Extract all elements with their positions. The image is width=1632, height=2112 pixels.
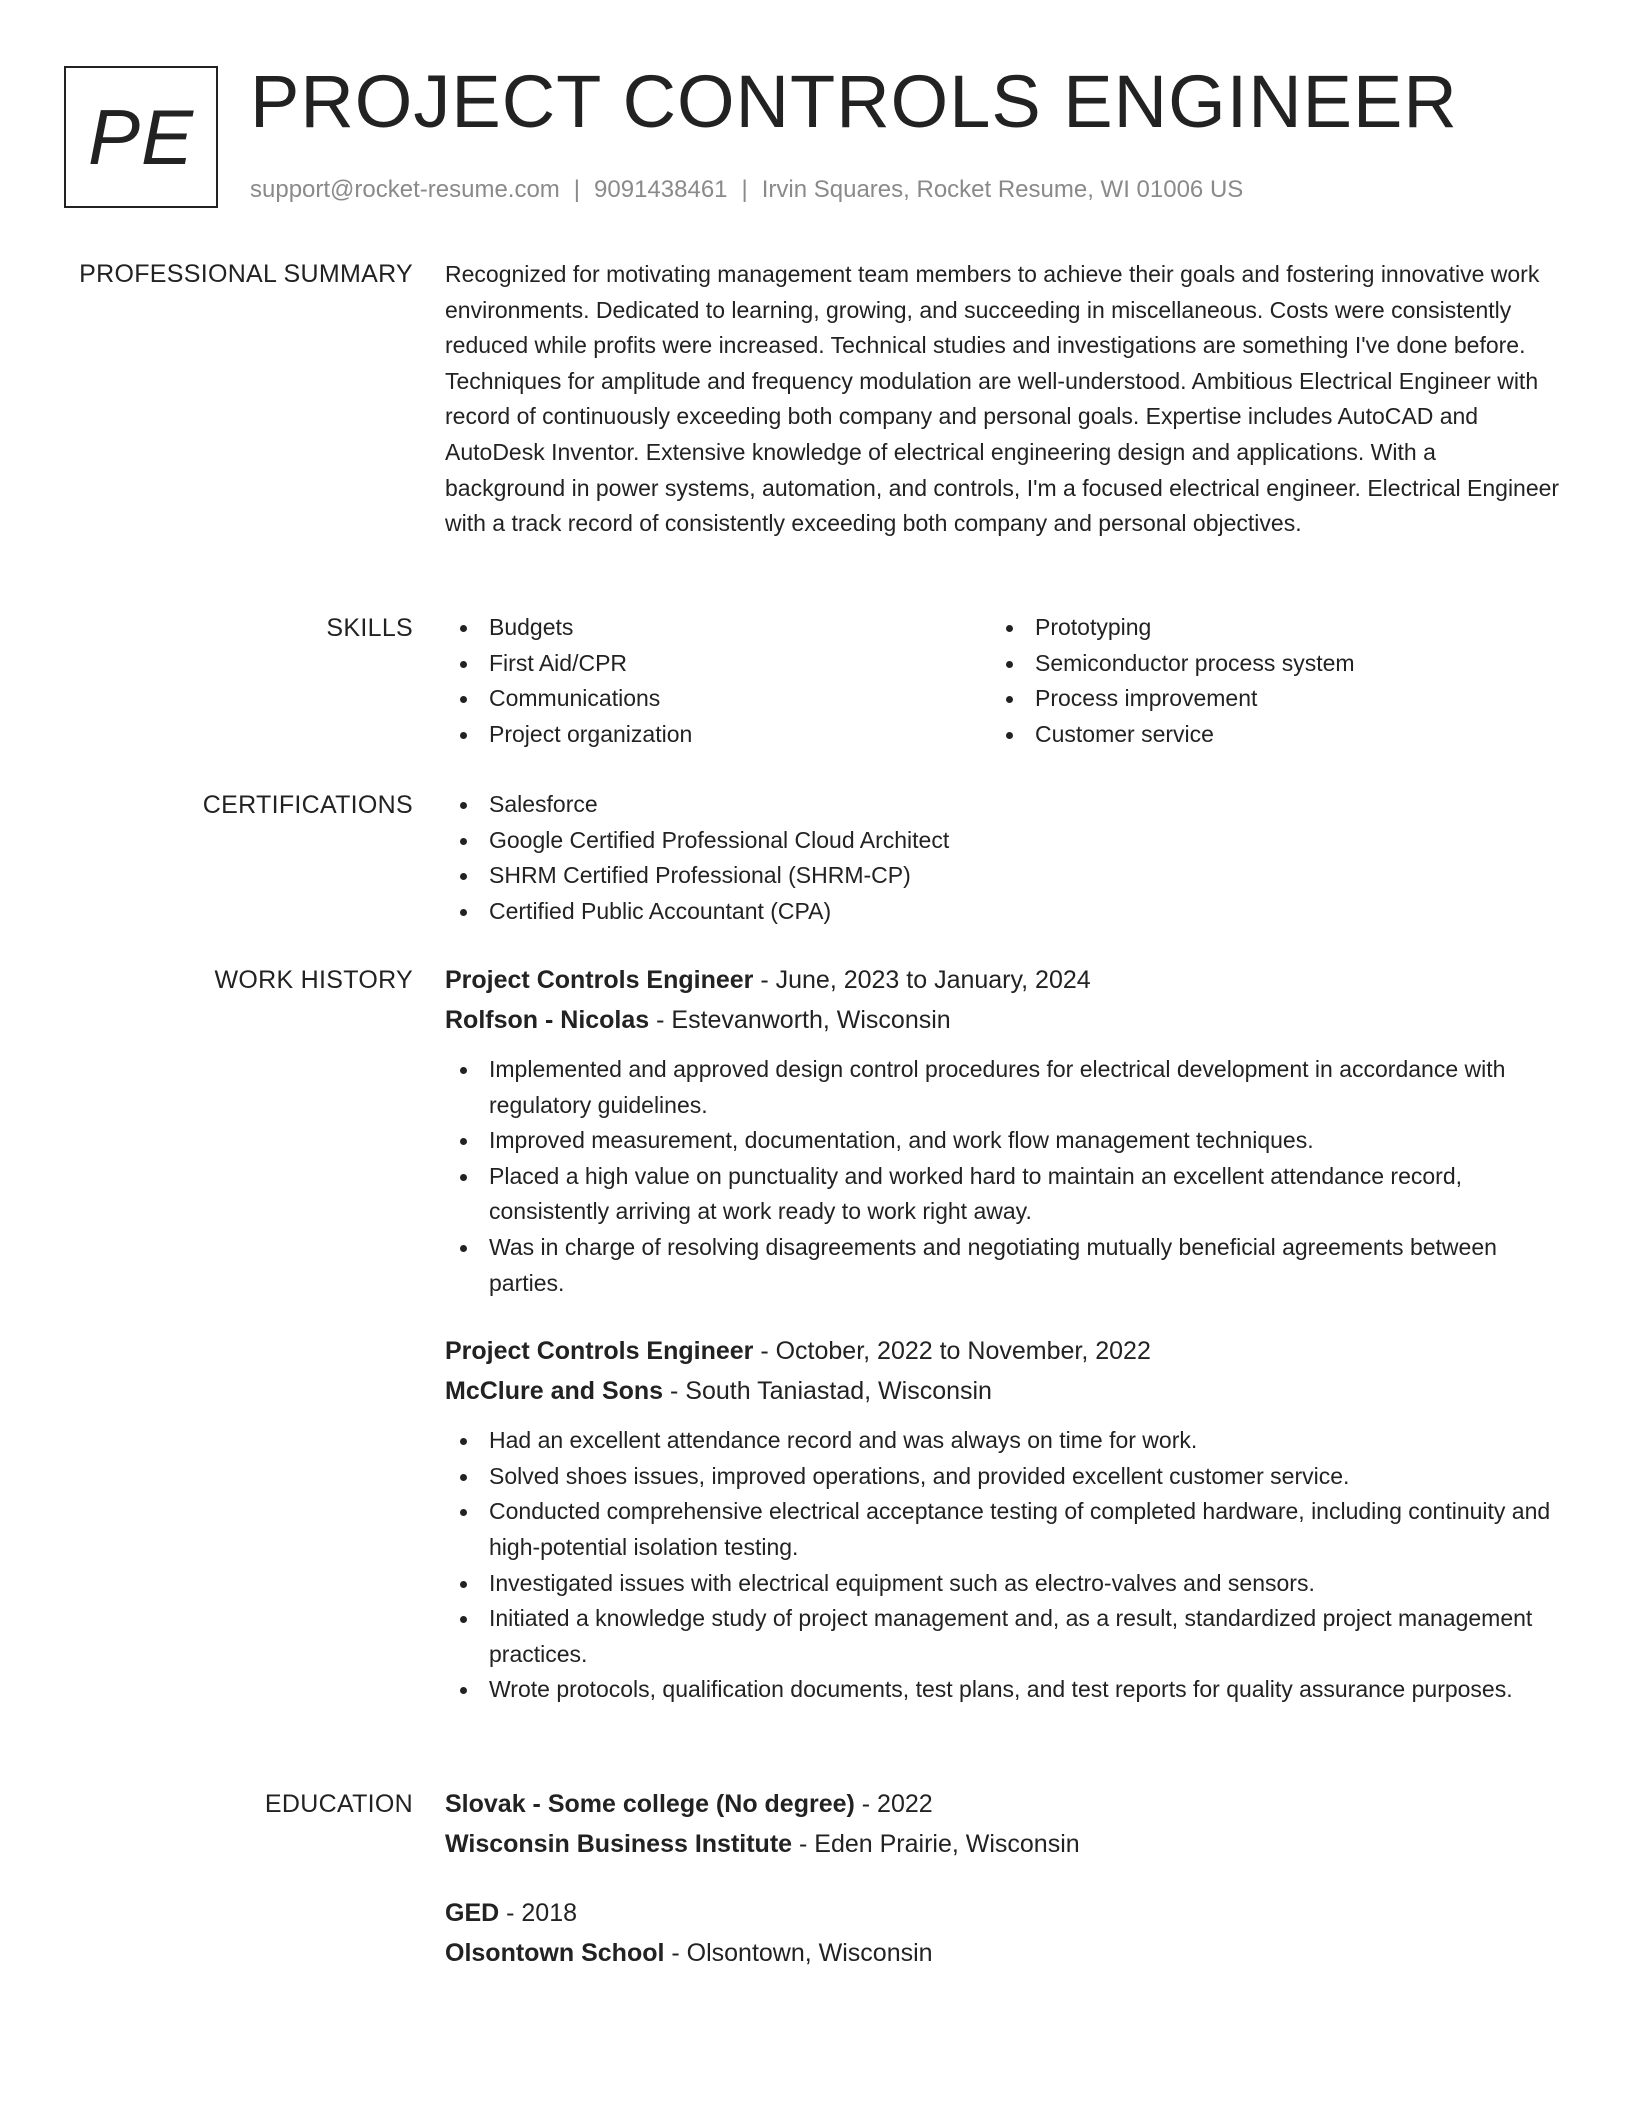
section-heading-skills: SKILLS [326, 614, 413, 642]
list-item: Had an excellent attendance record and was always on time for work. [445, 1423, 1560, 1459]
work-history-body [445, 960, 1560, 1708]
list-item: SHRM Certified Professional (SHRM-CP) [445, 858, 1560, 894]
list-item: Prototyping [991, 610, 1537, 646]
education-school-line [445, 1824, 1560, 1864]
education-body [445, 1784, 1560, 1973]
list-item: Initiated a knowledge study of project management and, as a result, standardized project management practices. [445, 1601, 1560, 1672]
list-item: Semiconductor process system [991, 646, 1537, 682]
list-item: Investigated issues with electrical equipment such as electro-valves and sensors. [445, 1566, 1560, 1602]
education-year: - 2022 [854, 1790, 933, 1818]
education-degree-line [445, 1893, 1560, 1933]
skills-grid [445, 610, 1560, 752]
list-item: Was in charge of resolving disagreements and negotiating mutually beneficial agreements between parties. [445, 1230, 1560, 1301]
contact-address: Irvin Squares, Rocket Resume, WI 01006 US [761, 176, 1244, 203]
monogram-initials: PE [87, 93, 195, 181]
education-school-line [445, 1933, 1560, 1973]
contact-separator: | [573, 176, 581, 203]
list-item: Budgets [445, 610, 991, 646]
list-item: Communications [445, 681, 991, 717]
certifications-list [445, 787, 1560, 929]
section-heading-certifications: CERTIFICATIONS [202, 791, 413, 819]
job-bullets [445, 1052, 1560, 1301]
list-item: First Aid/CPR [445, 646, 991, 682]
education-degree: Slovak - Some college (No degree) [445, 1790, 855, 1818]
skills-list-left [445, 610, 991, 752]
list-item: Improved measurement, documentation, and work flow management techniques. [445, 1123, 1560, 1159]
summary-body [445, 257, 1560, 542]
job-title: Project Controls Engineer [445, 966, 754, 994]
education-school: Wisconsin Business Institute [445, 1830, 793, 1858]
section-heading-summary: PROFESSIONAL SUMMARY [79, 260, 413, 288]
contact-separator: | [741, 176, 748, 203]
education-entry [445, 1784, 1560, 1864]
job-company-line [445, 1000, 1560, 1040]
list-item: Conducted comprehensive electrical acceptance testing of completed hardware, including continuity and high-potential isolation testing. [445, 1494, 1560, 1565]
contact-phone[interactable]: 9091438461 [594, 176, 728, 203]
education-location: - Eden Prairie, Wisconsin [792, 1830, 1080, 1858]
contact-email[interactable]: support@rocket-resume.com [250, 176, 560, 203]
list-item: Project organization [445, 717, 991, 753]
skills-list-right [991, 610, 1537, 752]
job-title-line [445, 960, 1560, 1000]
list-item: Wrote protocols, qualification documents, test plans, and test reports for quality assurance purposes. [445, 1672, 1560, 1708]
list-item: Process improvement [991, 681, 1537, 717]
job-company: Rolfson - Nicolas [445, 1006, 650, 1034]
job-location: - South Taniastad, Wisconsin [663, 1377, 992, 1406]
job-entry [445, 1331, 1560, 1708]
skills-body [445, 610, 1560, 752]
education-location: - Olsontown, Wisconsin [664, 1939, 933, 1967]
summary-text: Recognized for motivating management team members to achieve their goals and fostering innovative work environments. Dedicated to learning, growing, and succeeding in miscellaneous. Costs were consistently reduced while profits were increased. Technical studies and investigations are something I've done before. Techniques for amplitude and frequency modulation are well-understood. Ambitious Electrical Engineer with record of continuously exceeding both company and personal goals. Expertise includes AutoCAD and AutoDesk Inventor. Extensive knowledge of electrical engineering design and applications. With a background in power systems, automation, and controls, I'm a focused electrical engineer. Electrical Engineer with a track record of consistently exceeding both company and personal objectives. [445, 261, 1560, 537]
job-dates: - June, 2023 to January, 2024 [753, 966, 1091, 994]
job-title: Project Controls Engineer [445, 1337, 754, 1366]
list-item: Placed a high value on punctuality and worked hard to maintain an excellent attendance record, consistently arriving at work ready to work right away. [445, 1159, 1560, 1230]
contact-line [250, 172, 1243, 208]
education-degree: GED [445, 1899, 500, 1927]
education-year: - 2018 [499, 1899, 578, 1927]
education-degree-line [445, 1784, 1560, 1824]
job-entry [445, 960, 1560, 1301]
job-company-line [445, 1371, 1560, 1411]
list-item: Salesforce [445, 787, 1560, 823]
section-heading-education: EDUCATION [264, 1790, 413, 1818]
job-company: McClure and Sons [445, 1377, 664, 1406]
education-school: Olsontown School [445, 1939, 665, 1967]
list-item: Implemented and approved design control procedures for electrical development in accordance with regulatory guidelines. [445, 1052, 1560, 1123]
list-item: Certified Public Accountant (CPA) [445, 894, 1560, 930]
resume-title: PROJECT CONTROLS ENGINEER [250, 60, 1458, 143]
list-item: Customer service [991, 717, 1537, 753]
job-location: - Estevanworth, Wisconsin [649, 1006, 951, 1034]
list-item: Solved shoes issues, improved operations, and provided excellent customer service. [445, 1459, 1560, 1495]
monogram-box [64, 66, 218, 208]
job-dates: - October, 2022 to November, 2022 [753, 1337, 1151, 1366]
certifications-body [445, 787, 1560, 929]
education-entry [445, 1893, 1560, 1973]
section-heading-work: WORK HISTORY [214, 966, 413, 994]
job-bullets [445, 1423, 1560, 1708]
job-title-line [445, 1331, 1560, 1371]
list-item: Google Certified Professional Cloud Architect [445, 823, 1560, 859]
